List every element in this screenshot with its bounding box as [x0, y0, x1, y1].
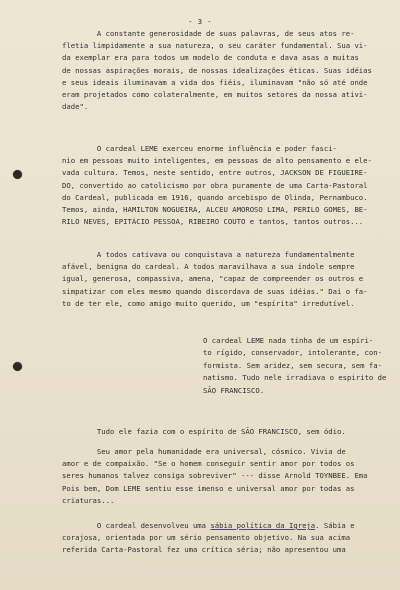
text-line: O cardeal LEME nada tinha de um espíri- — [203, 336, 374, 345]
text-line: eram projetados como colateralmente, em muitos setores da nossa ativi- — [62, 89, 368, 99]
text-line: dade". — [62, 102, 89, 112]
text-line: de nossas aspirações morais, de nossas idealizações éticas. Suas idéias — [62, 65, 372, 75]
text-line: Temos, ainda, HAMILTON NOGUEIRA, ALCEU AMOROSO LIMA, PERILO GOMES, BE- — [62, 204, 368, 214]
text-line: A constante generosidade de suas palavras, de seus atos re- — [62, 29, 355, 38]
paragraph-5 — [62, 426, 384, 438]
text-line: afável, benigna do cardeal. A todos maravilhava a sua índole sempre — [62, 262, 355, 272]
text-line: to de ter ele, como amigo muito querido, um "espírita" irredutível. — [62, 298, 355, 308]
text-line: to rígido, conservador, intolerante, con- — [203, 348, 382, 358]
text-line: DO, convertido ao catolicismo por obra puramente de uma Carta-Pastoral — [62, 180, 368, 190]
text-line: seres humanos talvez consiga sobreviver" --- disse Arnold TOYNBEE. Ema — [62, 471, 368, 481]
text-line: e seus ideais iluminavam a vida dos fiéis, iluminavam "não só até onde — [62, 77, 368, 87]
text-line: SÃO FRANCISCO. — [203, 385, 265, 395]
text-line — [62, 520, 384, 532]
text-line: formista. Sem aridez, sem secura, sem fa- — [203, 360, 382, 370]
binder-hole-icon — [13, 170, 22, 179]
text-segment: O cardeal desenvolveu uma — [62, 521, 211, 530]
binder-hole-icon — [13, 362, 22, 371]
text-line: Tudo ele fazia com o espírito de SÃO FRANCISCO, sem ódio. — [62, 427, 346, 436]
text-line: do Cardeal, publicada em 1916, quando arcebispo de Olinda, Pernambuco. — [62, 192, 368, 202]
text-line: igual, generosa, compassiva, amena, "capaz de compreender os outros e — [62, 274, 364, 284]
text-line: referida Carta-Pastoral fez uma crítica séria; não apresentou uma — [62, 545, 346, 555]
text-line: natismo. Tudo nele irradiava o espirito de — [203, 373, 387, 383]
text-line: da exemplar era para todos um modelo de conduta e dava asas a muitas — [62, 53, 359, 63]
text-line: fletia limpidamente a sua natureza, o seu caráter fundamental. Sua vi- — [62, 41, 368, 51]
paragraph-2 — [62, 143, 384, 228]
underlined-phrase: sábia política da Igreja — [210, 521, 316, 530]
paragraph-3 — [62, 249, 384, 310]
paragraph-6 — [62, 446, 384, 507]
text-line: O cardeal LEME exerceu enorme influência e poder fasci- — [62, 144, 337, 153]
text-line: nio em pessoas muito inteligentes, em pessoas de alto pensamento e ele- — [62, 156, 372, 166]
text-line: vada cultura. Temos, neste sentido, entre outros, JACKSON DE FIGUEIRE- — [62, 168, 368, 178]
text-line: simpatizar com eles mesmo quando discordava de suas idéias." Dai o fa- — [62, 286, 368, 296]
text-line: amor e de compaixão. "Se o homem conseguir sentir amor por todos os — [62, 459, 355, 469]
paragraph-1 — [62, 28, 384, 113]
text-line: corajosa, orientada por um sério pensamento objetivo. Na sua acima — [62, 533, 351, 543]
text-line: RILO NEVES, EPITÁCIO PESSOA, RIBEIRO COUTO e tantos, tantos outros... — [62, 217, 364, 227]
text-line: Pois bem, Dom LEME sentiu esse imenso e universal amor por todas as — [62, 483, 355, 493]
page-number: - 3 - — [188, 17, 212, 26]
text-line: Seu amor pela humanidade era universal, cósmico. Vivia de — [62, 447, 346, 456]
paragraph-7 — [62, 520, 384, 557]
text-line: criaturas... — [62, 495, 115, 505]
text-segment: . Sábia e — [315, 521, 355, 530]
text-line: A todos cativava ou conquistava a natureza fundamentalmente — [62, 250, 355, 259]
indented-quote — [203, 335, 388, 397]
